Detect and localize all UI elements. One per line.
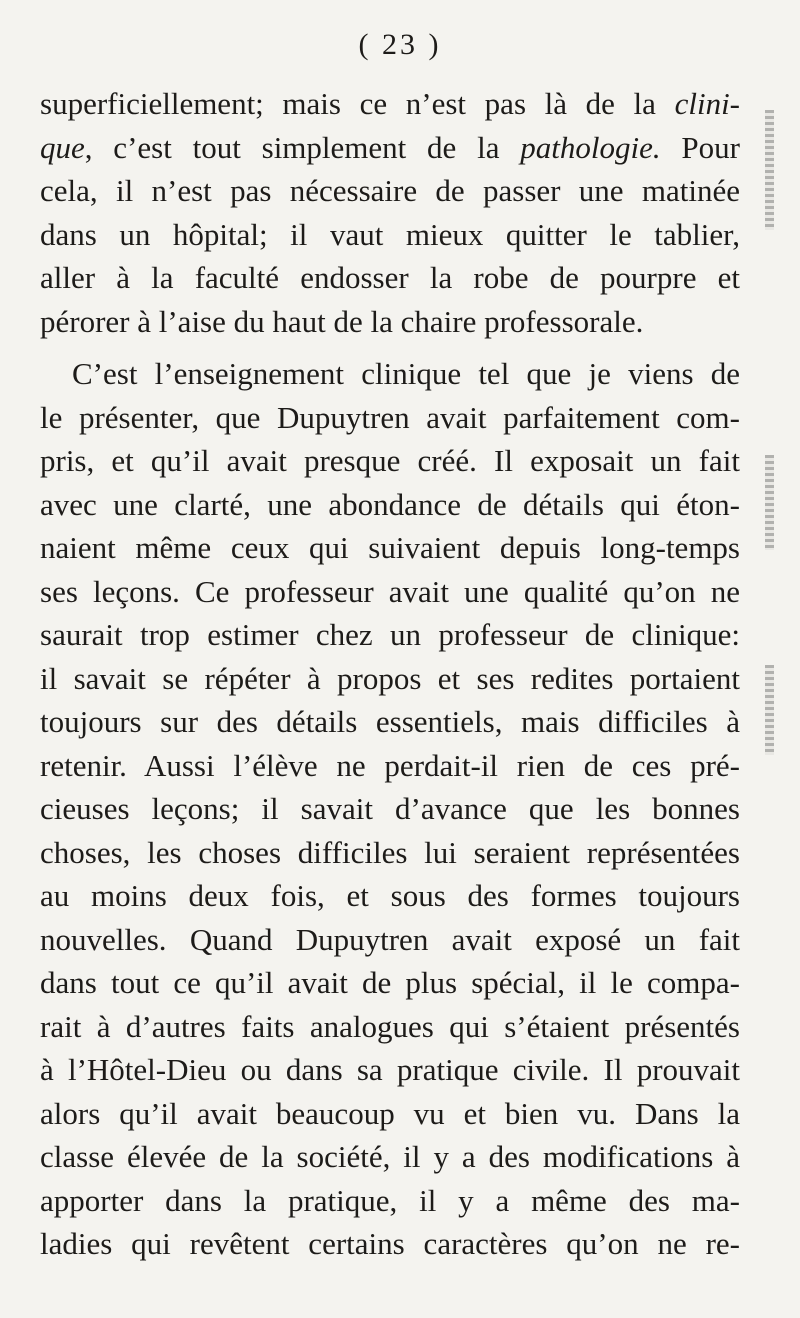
text-line: retenir. Aussi l’élève ne perdait-il rien de ces pré- [40, 747, 740, 783]
text-line: naient même ceux qui suivaient depuis long-temps [40, 530, 740, 565]
text-line: dans tout ce qu’il avait de plus spécial, il le compa- [40, 965, 740, 1000]
text-line: cieuses leçons; il savait d’avance que les bonnes [40, 791, 740, 826]
text-line: superficiellement; mais ce n’est pas là de la clini- [40, 86, 740, 121]
text-line: apporter dans la pratique, il y a même des ma- [40, 1182, 740, 1218]
text-line: choses, les choses difficiles lui seraient représentées [40, 834, 740, 870]
body-text [40, 82, 740, 1266]
text-line: aller à la faculté endosser la robe de pourpre et [40, 260, 740, 295]
text-line: pérorer à l’aise du haut de la chaire professorale. [40, 303, 644, 339]
text-line: à l’Hôtel-Dieu ou dans sa pratique civile. Il prouvait [40, 1052, 740, 1087]
paragraph-first-line: C’est l’enseignement clinique tel que je viens de [72, 356, 740, 391]
text-line: saurait trop estimer chez un professeur de clinique: [40, 617, 740, 652]
text-line: avec une clarté, une abondance de détails qui éton- [40, 486, 740, 522]
text-line: alors qu’il avait beaucoup vu et bien vu. Dans la [40, 1095, 740, 1131]
text-line: il savait se répéter à propos et ses redites portaient [40, 660, 740, 696]
text-line: classe élevée de la société, il y a des modifications à [40, 1139, 740, 1174]
text-line: nouvelles. Quand Dupuytren avait exposé un fait [40, 921, 740, 957]
page-number: ( 23 ) [358, 28, 442, 61]
text-line: pris, et qu’il avait presque créé. Il exposait un fait [40, 443, 740, 478]
text-line: que, c’est tout simplement de la pathologie. Pour [40, 129, 740, 165]
text-line: le présenter, que Dupuytren avait parfaitement com- [40, 399, 740, 435]
text-line: dans un hôpital; il vaut mieux quitter le tablier, [40, 216, 740, 252]
text-line: toujours sur des détails essentiels, mais difficiles à [40, 704, 740, 739]
text-line: ses leçons. Ce professeur avait une qualité qu’on ne [40, 573, 740, 609]
text-line: au moins deux fois, et sous des formes toujours [40, 878, 740, 913]
page-edge-mark [765, 455, 774, 550]
text-line: rait à d’autres faits analogues qui s’étaient présentés [40, 1008, 740, 1044]
page-edge-mark [765, 110, 774, 230]
page-edge-mark [765, 665, 774, 755]
text-line: ladies qui revêtent certains caractères qu’on ne re- [40, 1226, 740, 1261]
text-line: cela, il n’est pas nécessaire de passer une matinée [40, 173, 740, 208]
